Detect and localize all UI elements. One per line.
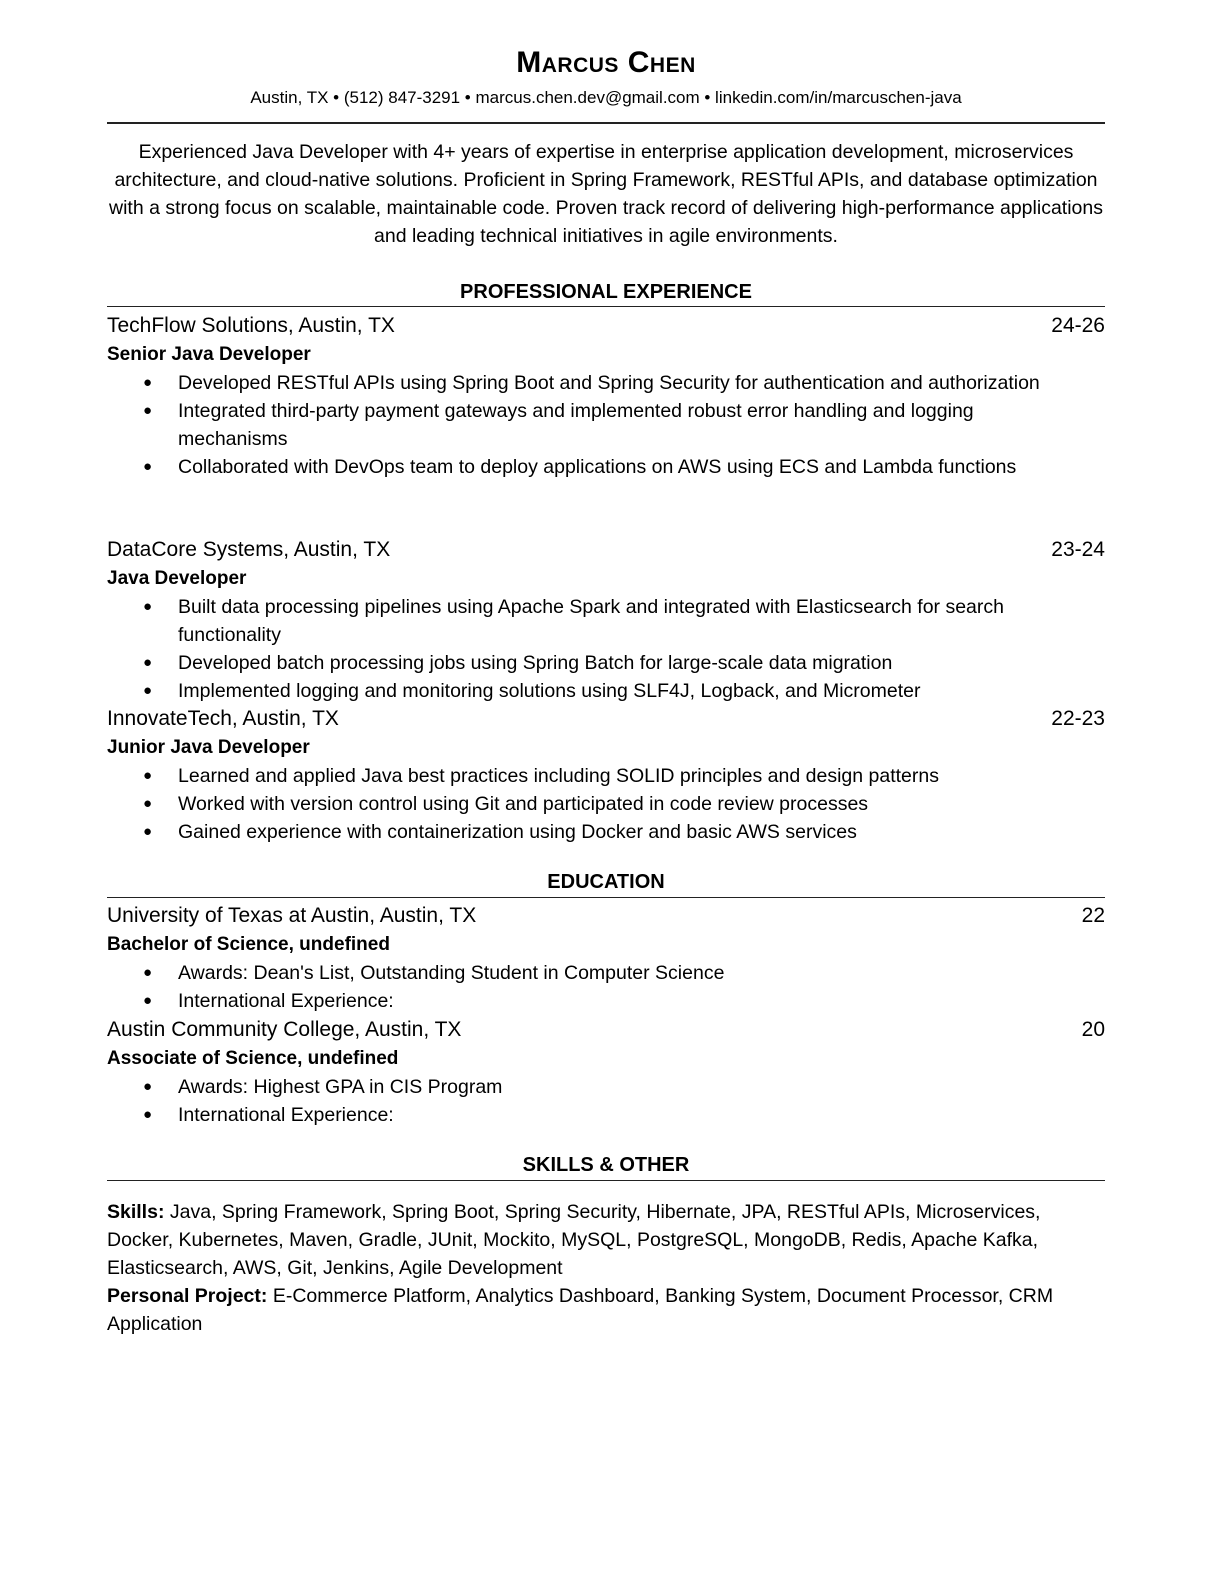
list-item — [107, 959, 1105, 987]
degree-title: Associate of Science, undefined — [107, 1048, 399, 1069]
skills-paragraph — [107, 1198, 1087, 1282]
job-header — [107, 705, 1105, 733]
job-bullets — [107, 762, 1105, 846]
school-name: University of Texas at Austin, Austin, TX — [107, 904, 477, 927]
bullet-text: Developed RESTful APIs using Spring Boot and Spring Security for authentication and authorization — [178, 372, 1040, 394]
bullet-text: Awards: Highest GPA in CIS Program — [178, 1076, 503, 1098]
job-dates: 23-24 — [1051, 538, 1105, 561]
school-header — [107, 1016, 1105, 1044]
list-item — [107, 677, 1105, 705]
header-divider — [107, 122, 1105, 124]
list-item — [107, 369, 1105, 397]
list-item — [107, 649, 1105, 677]
job-bullets — [107, 593, 1105, 705]
school-dates: 22 — [1081, 904, 1105, 927]
bullet-icon: ● — [143, 598, 153, 615]
projects-paragraph — [107, 1282, 1087, 1338]
section-title-skills: SKILLS & OTHER — [522, 1154, 690, 1176]
bullet-icon: ● — [143, 964, 153, 981]
list-item — [107, 593, 1105, 649]
projects-label: Personal Project: — [107, 1285, 268, 1307]
bullet-text: Learned and applied Java best practices including SOLID principles and design patterns — [178, 765, 939, 787]
list-item — [107, 1073, 1105, 1101]
degree-title: Bachelor of Science, undefined — [107, 934, 390, 955]
bullet-icon: ● — [143, 654, 153, 671]
bullet-icon: ● — [143, 823, 153, 840]
summary-paragraph: Experienced Java Developer with 4+ years of expertise in enterprise application development, microservices architecture, and cloud-native solutions. Proficient in Spring Framework, RESTful APIs, and database optimization with a strong focus on scalable, maintainable code. Proven track record of delivering high-performance applications and leading technical initiatives in agile environments. — [109, 141, 1103, 247]
job-header — [107, 312, 1105, 340]
list-item — [107, 790, 1105, 818]
job-header — [107, 536, 1105, 564]
school-name: Austin Community College, Austin, TX — [107, 1018, 462, 1041]
bullet-icon: ● — [143, 992, 153, 1009]
job-title: Java Developer — [107, 568, 247, 589]
list-item — [107, 987, 1105, 1015]
job-company: InnovateTech, Austin, TX — [107, 707, 339, 730]
section-title-education: EDUCATION — [547, 871, 665, 893]
bullet-icon: ● — [143, 1106, 153, 1123]
job-title: Senior Java Developer — [107, 344, 311, 365]
contact-line: Austin, TX • (512) 847-3291 • marcus.chen.dev@gmail.com • linkedin.com/in/marcuschen-java — [250, 88, 962, 107]
job-dates: 22-23 — [1051, 707, 1105, 730]
bullet-icon: ● — [143, 795, 153, 812]
section-divider — [107, 306, 1105, 307]
school-header — [107, 902, 1105, 930]
section-divider — [107, 897, 1105, 898]
bullet-text: Integrated third-party payment gateways and implemented robust error handling and logging mechanisms — [178, 400, 974, 450]
bullet-text: Built data processing pipelines using Apache Spark and integrated with Elasticsearch for search functionality — [178, 596, 1004, 646]
bullet-text: Worked with version control using Git and participated in code review processes — [178, 793, 869, 815]
bullet-text: International Experience: — [178, 990, 394, 1012]
section-divider — [107, 1180, 1105, 1181]
bullet-text: Gained experience with containerization using Docker and basic AWS services — [178, 821, 857, 843]
bullet-text: Awards: Dean's List, Outstanding Student in Computer Science — [178, 962, 725, 984]
job-bullets — [107, 369, 1105, 481]
bullet-icon: ● — [143, 458, 153, 475]
list-item — [107, 1101, 1105, 1129]
bullet-text: International Experience: — [178, 1104, 394, 1126]
list-item — [107, 762, 1105, 790]
job-company: DataCore Systems, Austin, TX — [107, 538, 391, 561]
bullet-text: Collaborated with DevOps team to deploy applications on AWS using ECS and Lambda functions — [178, 456, 1017, 478]
bullet-text: Developed batch processing jobs using Spring Batch for large-scale data migration — [178, 652, 893, 674]
school-dates: 20 — [1081, 1018, 1105, 1041]
bullet-icon: ● — [143, 374, 153, 391]
bullet-icon: ● — [143, 682, 153, 699]
section-title-experience: PROFESSIONAL EXPERIENCE — [460, 281, 752, 303]
job-title: Junior Java Developer — [107, 737, 310, 758]
skills-list: Java, Spring Framework, Spring Boot, Spring Security, Hibernate, JPA, RESTful APIs, Microservices, Docker, Kubernetes, Maven, Gradle, JUnit, Mockito, MySQL, PostgreSQL, MongoDB, Redis, Apache Kafka, Elasticsearch, AWS, Git, Jenkins, Agile Development — [107, 1201, 1041, 1279]
bullet-icon: ● — [143, 767, 153, 784]
bullet-text: Implemented logging and monitoring solutions using SLF4J, Logback, and Micrometer — [178, 680, 921, 702]
school-bullets — [107, 1073, 1105, 1129]
job-company: TechFlow Solutions, Austin, TX — [107, 314, 395, 337]
job-dates: 24-26 — [1051, 314, 1105, 337]
bullet-icon: ● — [143, 1078, 153, 1095]
skills-label: Skills: — [107, 1201, 165, 1223]
list-item — [107, 453, 1105, 481]
candidate-name: Marcus Chen — [516, 46, 696, 79]
projects-list: E-Commerce Platform, Analytics Dashboard, Banking System, Document Processor, CRM Application — [107, 1285, 1054, 1335]
school-bullets — [107, 959, 1105, 1015]
list-item — [107, 397, 1105, 453]
list-item — [107, 818, 1105, 846]
bullet-icon: ● — [143, 402, 153, 419]
